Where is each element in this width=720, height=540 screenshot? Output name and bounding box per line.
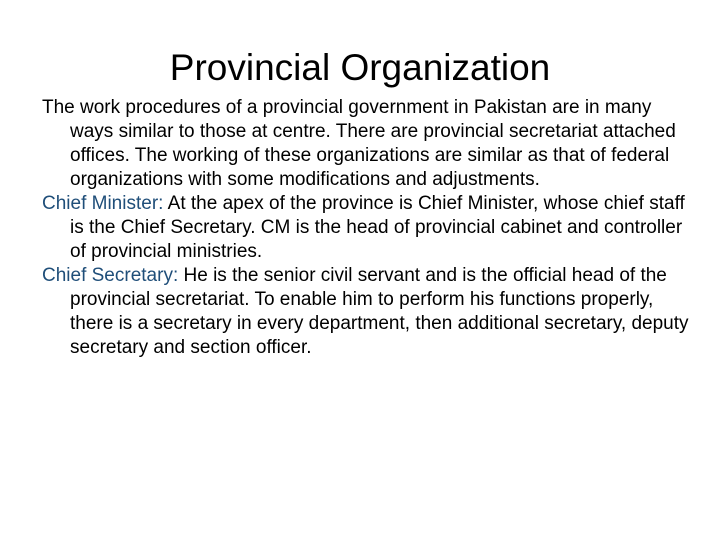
- paragraph-chief-minister: [42, 192, 692, 264]
- term-chief-secretary: Chief Secretary:: [42, 265, 179, 286]
- slide-title: Provincial Organization: [169, 47, 551, 88]
- paragraph-chief-secretary-text: He is the senior civil servant and is the official head of the provincial secretariat. To enable him to perform his functions properly, there is a secretary in every department, then additional secretary, deputy secretary and section officer.: [70, 265, 689, 358]
- term-chief-minister: Chief Minister:: [42, 193, 164, 214]
- slide-body: [42, 96, 692, 360]
- paragraph-chief-secretary: [42, 264, 692, 360]
- paragraph-chief-minister-text: At the apex of the province is Chief Minister, whose chief staff is the Chief Secretary. CM is the head of provincial cabinet and controller of provincial ministries.: [70, 193, 685, 262]
- paragraph-intro-text: The work procedures of a provincial government in Pakistan are in many ways similar to those at centre. There are provincial secretariat attached offices. The working of these organizations are similar as that of federal organizations with some modifications and adjustments.: [42, 97, 676, 190]
- paragraph-intro: [42, 96, 692, 192]
